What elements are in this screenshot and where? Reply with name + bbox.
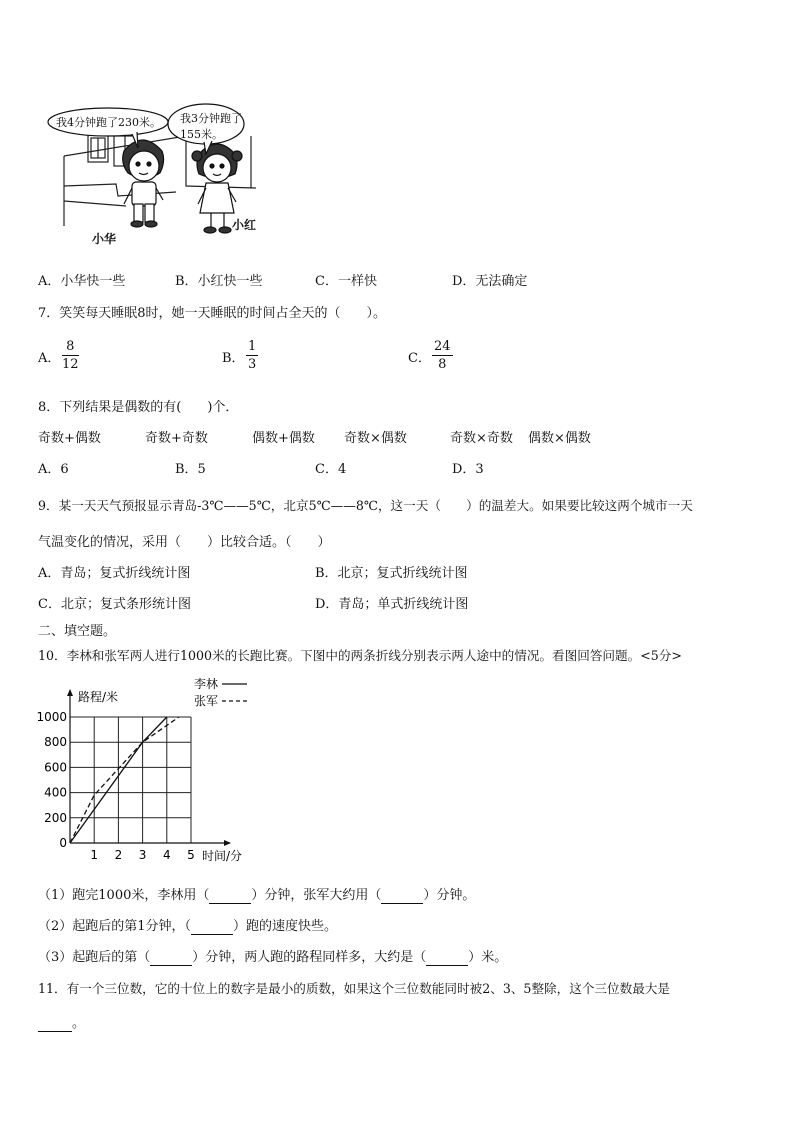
y-tick-label: 400 (44, 785, 67, 800)
q10-stem: 10．李林和张军两人进行1000米的长跑比赛。下图中的两条折线分别表示两人途中的情况。看图回答问题。<5分> (38, 648, 682, 663)
q8-option-a: A．6 (38, 462, 69, 477)
distance-time-chart (36, 676, 266, 866)
q8-expression: 偶数×偶数 (528, 431, 591, 446)
legend-label: 李林 (194, 677, 219, 691)
q10-sub1-text-a: （1）跑完1000米，李林用（ (38, 888, 210, 903)
bubble-left-text: 我4分钟跑了230米。 (56, 116, 161, 129)
q7-option-a-label: A． (38, 351, 61, 366)
q6-illustration (36, 96, 296, 246)
q10-sub2-text-b: ）跑的速度快些。 (233, 919, 338, 934)
q8-expression: 偶数+偶数 (252, 431, 315, 446)
q8-option-c: C．4 (315, 462, 347, 477)
y-tick-label: 200 (44, 810, 67, 825)
section-title: 二、填空题。 (38, 624, 117, 639)
q6-option-a: A．小华快一些 (38, 274, 126, 289)
q7-b-numerator: 1 (248, 339, 257, 354)
q6-option-d: D．无法确定 (452, 274, 528, 289)
q7-a-denominator: 12 (62, 357, 79, 372)
q6-option-c: C．一样快 (315, 274, 377, 289)
x-axis-label: 时间/分 (202, 849, 243, 863)
y-tick-label: 600 (44, 760, 67, 775)
x-tick-label: 2 (114, 848, 123, 862)
q10-sub3-text-a: （3）起跑后的第（ (38, 950, 151, 965)
q7-option-b-fraction (246, 338, 258, 373)
q9-stem-line2: 气温变化的情况，采用（ ）比较合适。（ ） (38, 535, 331, 550)
y-tick-label: 800 (44, 735, 67, 750)
y-tick-label: 1000 (36, 710, 67, 724)
q11-answer-blank[interactable] (38, 1016, 72, 1032)
q11-line2 (38, 1012, 85, 1032)
q8-expression: 奇数×偶数 (344, 431, 407, 446)
series-line-zhangjun (70, 717, 179, 843)
q10-sub1-text-b: ）分钟，张军大约用（ (251, 888, 382, 903)
q7-a-numerator: 8 (62, 338, 79, 356)
q7-option-a-fraction (62, 338, 79, 373)
name-label-xiaohua: 小华 (92, 232, 117, 246)
y-tick-label: 0 (59, 836, 67, 850)
x-tick-label: 1 (90, 848, 99, 862)
bubble-right-text-2: 155米。 (180, 128, 223, 141)
legend-label: 张军 (194, 694, 219, 708)
bubble-right-text-1: 我3分钟跑了 (180, 112, 242, 125)
q9-option-c: C．北京；复式条形统计图 (38, 597, 191, 612)
y-axis-label: 路程/米 (78, 690, 119, 704)
x-tick-label: 5 (187, 848, 195, 862)
x-axis-arrow (224, 840, 231, 846)
q8-stem: 8．下列结果是偶数的有( )个． (38, 400, 239, 415)
q10-sub3-blank-2[interactable] (426, 950, 468, 966)
q8-option-d: D．3 (452, 462, 484, 477)
q8-expression: 奇数×奇数 (450, 431, 513, 446)
q10-sub3-text-c: ）米。 (468, 950, 508, 965)
q7-option-c-label: C． (408, 351, 431, 366)
q7-option-b-label: B． (222, 351, 245, 366)
q9-stem-line1: 9．某一天天气预报显示青岛-3℃——5℃，北京5℃——8℃，这一天（ ）的温差大。如果要比较这两个城市一天 (38, 498, 693, 513)
q7-c-denominator: 8 (438, 357, 447, 372)
q7-option-c-fraction (432, 338, 453, 373)
q11-period: 。 (72, 1016, 86, 1031)
q10-sub3-text-b: ）分钟，两人跑的路程同样多，大约是（ (192, 950, 427, 965)
q10-sub1-text-c: ）分钟。 (423, 888, 476, 903)
q6-option-b: B．小红快一些 (175, 274, 263, 289)
q9-option-d: D．青岛；单式折线统计图 (315, 597, 469, 612)
name-label-xiaohong: 小红 (232, 218, 257, 232)
q11-stem-line1: 11．有一个三位数，它的十位上的数字是最小的质数，如果这个三位数能同时被2、3、5整除，这个三位数最大是 (38, 981, 670, 996)
q9-option-b: B．北京；复式折线统计图 (315, 566, 468, 581)
q8-option-b: B．5 (175, 462, 206, 477)
q10-sub1 (38, 884, 475, 904)
x-tick-label: 3 (138, 848, 147, 862)
q10-sub1-blank-1[interactable] (209, 888, 251, 904)
q8-expression: 奇数+偶数 (38, 431, 101, 446)
q10-sub2-blank[interactable] (191, 919, 233, 935)
q9-option-a: A．青岛；复式折线统计图 (38, 566, 191, 581)
x-tick-label: 4 (162, 848, 171, 862)
y-axis-arrow (67, 689, 73, 696)
q10-sub1-blank-2[interactable] (381, 888, 423, 904)
q7-stem: 7．笑笑每天睡眠8时，她一天睡眠的时间占全天的（ ）。 (38, 306, 387, 321)
q10-sub3 (38, 946, 507, 966)
q10-sub2-text-a: （2）起跑后的第1分钟，（ (38, 919, 192, 934)
q7-b-denominator: 3 (248, 357, 257, 372)
q10-sub3-blank-1[interactable] (150, 950, 192, 966)
q7-c-numerator: 24 (434, 339, 451, 354)
q10-sub2 (38, 915, 337, 935)
q8-expression: 奇数+奇数 (145, 431, 208, 446)
